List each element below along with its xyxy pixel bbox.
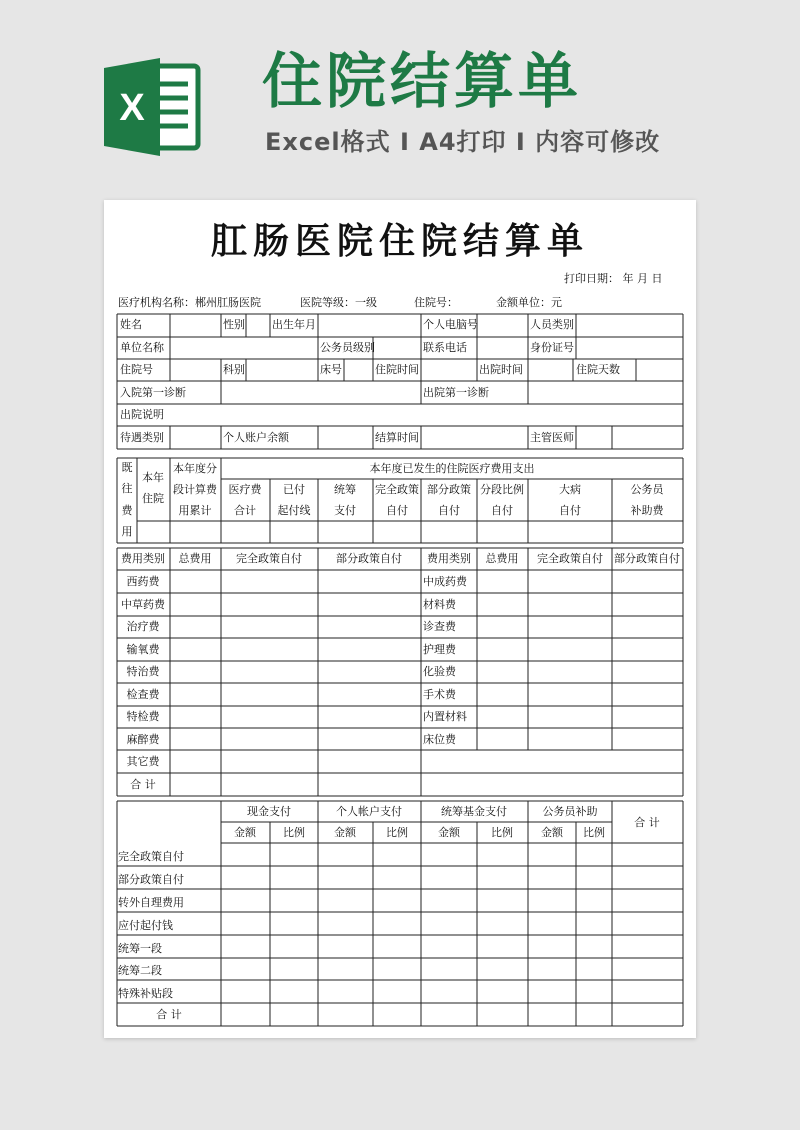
history-col-6a: 分段比例	[480, 483, 524, 496]
history-side-4: 用	[121, 525, 133, 538]
fee-left-item: 输氧费	[126, 643, 160, 656]
pay-row-label: 应付起付钱	[118, 919, 173, 932]
label-admit-diag: 入院第一诊断	[120, 386, 186, 399]
history-col-3b: 支付	[334, 504, 356, 517]
history-current-a: 本年	[142, 471, 164, 484]
hospital-level: 医院等级：一级	[300, 296, 377, 309]
fees-header-8: 部分政策自付	[614, 552, 680, 565]
fee-left-item: 西药费	[126, 575, 160, 588]
label-discharge-note: 出院说明	[120, 408, 164, 421]
fees-header-6: 总费用	[485, 552, 519, 565]
pay-ratio-header: 比例	[386, 826, 408, 839]
label-treat-type: 待遇类别	[120, 431, 164, 444]
pay-row-label: 部分政策自付	[118, 873, 184, 886]
label-pc-no: 个人电脑号	[423, 318, 478, 331]
fee-right-item: 材料费	[423, 598, 456, 611]
history-col-1a: 医疗费	[228, 483, 262, 496]
pay-group-fund: 统筹基金支付	[441, 805, 507, 818]
label-dept: 科别	[223, 363, 245, 376]
label-bed: 床号	[320, 363, 342, 376]
fee-right-item: 化验费	[423, 665, 456, 678]
history-col-3a: 统筹	[334, 483, 356, 496]
fee-left-total: 合 计	[130, 778, 156, 791]
pay-group-civil: 公务员补助	[542, 805, 598, 818]
fee-right-item: 中成药费	[423, 575, 467, 588]
pay-ratio-header: 比例	[283, 826, 305, 839]
fee-right-item: 手术费	[423, 688, 456, 701]
header-inpatient-no: 住院号：	[414, 296, 458, 309]
fee-right-item: 床位费	[423, 733, 456, 746]
fees-header-7: 完全政策自付	[537, 552, 603, 565]
pay-row-total: 合 计	[156, 1008, 182, 1021]
history-col-6b: 自付	[491, 504, 513, 517]
fee-left-item: 治疗费	[126, 620, 160, 633]
history-col-4a: 完全政策	[375, 483, 419, 496]
label-id-no: 身份证号	[530, 341, 574, 354]
history-col-2b: 起付线	[277, 504, 311, 517]
pay-group-personal: 个人帐户支付	[336, 805, 402, 818]
history-col-5b: 自付	[438, 504, 460, 517]
label-discharge-diag: 出院第一诊断	[423, 386, 489, 399]
label-doctor: 主管医师	[530, 431, 574, 444]
fee-right-item: 内置材料	[423, 710, 467, 723]
org-name: 医疗机构名称：郴州肛肠医院	[118, 296, 261, 309]
label-inpatient-no: 住院号	[120, 363, 153, 376]
label-discharge-time: 出院时间	[479, 363, 523, 376]
label-settle-time: 结算时间	[375, 431, 419, 444]
label-civil-level: 公务员级别	[320, 341, 375, 354]
label-unit-name: 单位名称	[120, 341, 164, 354]
history-span-title: 本年度已发生的住院医疗费用支出	[369, 462, 535, 475]
amount-unit: 金额单位：元	[496, 296, 562, 309]
pay-amount-header: 金额	[541, 826, 563, 839]
fee-right-item: 护理费	[423, 643, 456, 656]
print-date: 打印日期： 年 月 日	[564, 272, 663, 285]
banner-title: 住院结算单	[262, 47, 582, 117]
excel-icon-letter: X	[119, 87, 145, 129]
label-person-type: 人员类别	[530, 318, 574, 331]
fees-header-4: 部分政策自付	[336, 552, 402, 565]
label-birth: 出生年月	[272, 318, 316, 331]
fees-header-2: 总费用	[178, 552, 212, 565]
fee-left-item: 检查费	[126, 688, 160, 701]
fee-left-item: 特检费	[126, 710, 160, 723]
pay-amount-header: 金额	[438, 826, 460, 839]
pay-ratio-header: 比例	[583, 826, 605, 839]
document-title: 肛肠医院住院结算单	[210, 221, 589, 262]
banner-subtitle: Excel格式 I A4打印 I 内容可修改	[265, 128, 661, 156]
pay-row-label: 统筹二段	[118, 964, 162, 977]
history-col-1b: 合计	[234, 504, 256, 517]
pay-amount-header: 金额	[234, 826, 256, 839]
history-year-c: 用累计	[178, 504, 212, 517]
history-year-b: 段计算费	[173, 483, 217, 496]
history-current-b: 住院	[142, 492, 164, 505]
history-col-5a: 部分政策	[427, 483, 471, 496]
fees-header-5: 费用类别	[427, 552, 471, 565]
pay-row-label: 完全政策自付	[118, 850, 184, 863]
history-col-4b: 自付	[386, 504, 408, 517]
fee-left-item: 特治费	[126, 665, 160, 678]
history-side-3: 费	[121, 504, 133, 517]
pay-total-header: 合 计	[634, 816, 660, 829]
fee-left-item: 中草药费	[121, 598, 165, 611]
pay-row-label: 转外自理费用	[118, 896, 184, 909]
fee-left-item: 麻醉费	[126, 733, 160, 746]
history-col-8b: 补助费	[630, 504, 664, 517]
pay-row-label: 统筹一段	[118, 942, 162, 955]
pay-amount-header: 金额	[334, 826, 356, 839]
fee-left-item: 其它费	[126, 755, 160, 768]
fees-header-3: 完全政策自付	[236, 552, 302, 565]
pay-row-label: 特殊补贴段	[118, 987, 173, 1000]
pay-ratio-header: 比例	[491, 826, 513, 839]
history-side-2: 往	[121, 482, 133, 495]
label-gender: 性别	[223, 318, 245, 331]
history-col-7a: 大病	[559, 483, 581, 496]
fee-right-item: 诊查费	[423, 620, 456, 633]
fees-header-1: 费用类别	[121, 552, 165, 565]
history-side-1: 既	[121, 461, 133, 474]
label-phone: 联系电话	[423, 341, 467, 354]
label-balance: 个人账户余额	[223, 431, 289, 444]
history-year-a: 本年度分	[173, 462, 217, 475]
history-col-2a: 已付	[283, 483, 305, 496]
label-days: 住院天数	[576, 363, 620, 376]
history-col-7b: 自付	[559, 504, 581, 517]
pay-group-cash: 现金支付	[247, 805, 291, 818]
label-admit-time: 住院时间	[375, 363, 419, 376]
label-name: 姓名	[120, 318, 142, 331]
history-col-8a: 公务员	[630, 483, 664, 496]
